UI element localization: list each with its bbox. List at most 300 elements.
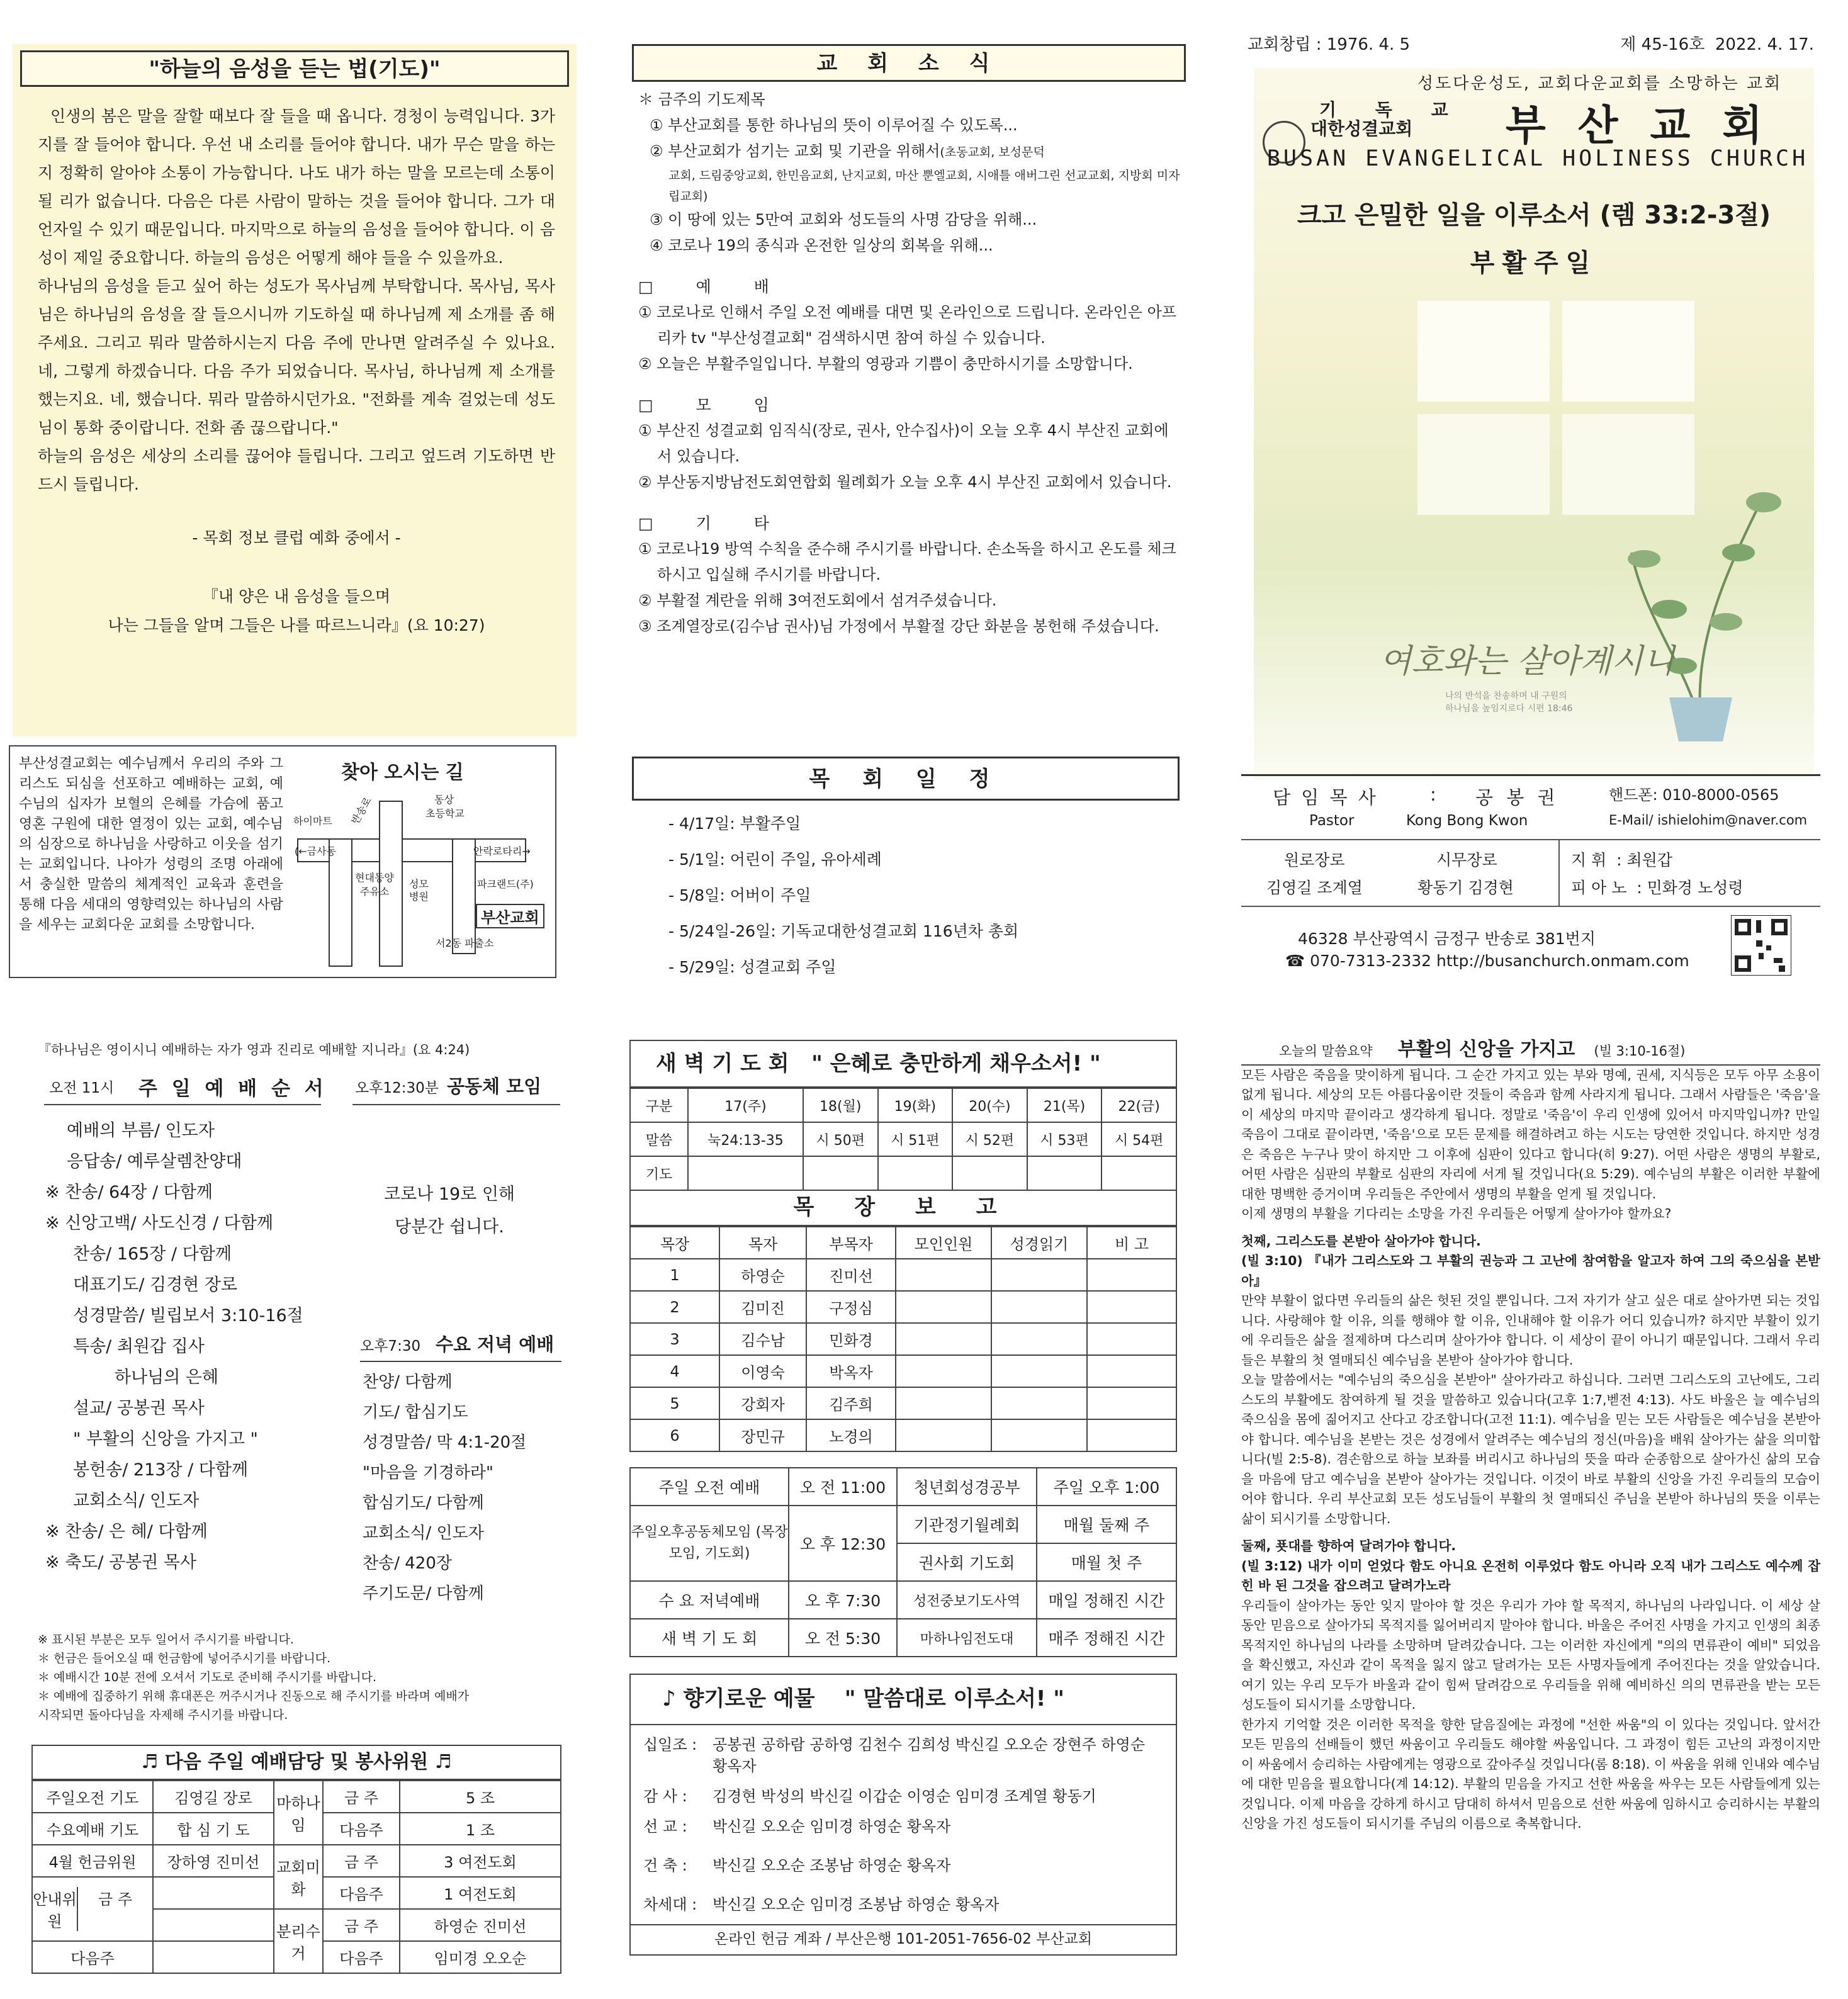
news-title: 교 회 소 식	[632, 44, 1186, 82]
directions-map	[291, 750, 553, 973]
ministry-cell	[991, 1323, 1087, 1355]
worship-item: ① 코로나로 인해서 주일 오전 예배를 대면 및 온라인으로 드립니다. 온라인은 아프리카 tv "부산성결교회" 검색하시면 참여 하실 수 있습니다.	[638, 303, 1176, 347]
sermon-title: " 부활의 신앙을 가지고 "	[73, 1429, 258, 1449]
ministry-table	[629, 1226, 1177, 1452]
meditation-title: "하늘의 음성을 듣는 법(기도)"	[20, 50, 569, 87]
dawn-head-cell: 20(수)	[952, 1088, 1027, 1122]
sermon-paragraph: 만약 부활이 없다면 우리들의 삶은 헛된 것일 뿐입니다. 그저 자기가 살고 싶은 대로 살아가면 되는 것입니다. 사랑해야 할 이유, 의를 행해야 할 이유, 인내해야 할 이유가 어디 있습니까? 하지만 부활이 있기에 우리들은 삶을 절제하며 다스리며 살아가야 합니다. 이 세상이 끝이 아니기 때문입니다. 그래서 우리들은 부활의 첫 열매되신 예수님을 본받아 살아가야 합니다.	[1241, 1293, 1820, 1368]
ministry-cell: 3	[630, 1323, 719, 1355]
script-subline: 나의 반석을 찬송하며 내 구원의	[1445, 691, 1567, 701]
evening-time: 오후7:30	[360, 1338, 421, 1354]
offering-names: 박신길 오오순 임미경 하영순 황옥자	[713, 1818, 951, 1835]
etc-heading: □ 기 타	[638, 514, 788, 532]
evening-order-list	[363, 1367, 526, 1609]
conductor	[1571, 848, 1672, 870]
evening-item: 주기도문/ 다함께	[363, 1584, 484, 1603]
worship-note: ＊ 예배시간 10분 전에 오셔서 기도로 준비해 주시기를 바랍니다.	[38, 1670, 377, 1684]
sermon-header	[1241, 1040, 1820, 1066]
ministry-cell: 강회자	[719, 1387, 806, 1419]
evening-item: 성경말씀/ 막 4:1-20절	[363, 1433, 527, 1452]
times-cell: 수 요 저녁예배	[630, 1581, 789, 1619]
offering-label: 차세대 :	[643, 1896, 697, 1913]
ministry-cell: 민화경	[806, 1323, 896, 1355]
offering-row	[643, 1786, 1163, 1807]
dawn-slogan: " 은혜로 충만하게 채우소서! "	[811, 1051, 1101, 1076]
offering-title: ♪ 향기로운 예물	[662, 1686, 815, 1711]
times-cell: 새 벽 기 도 회	[630, 1619, 789, 1657]
ministry-cell: 박옥자	[806, 1355, 896, 1387]
offering-title-bar	[631, 1675, 1176, 1725]
duty-cell	[153, 1941, 274, 1973]
offering-names: 박신길 오오순 임미경 조봉남 하영순 황옥자	[713, 1896, 1000, 1913]
offering-row	[643, 1816, 1163, 1837]
evening-item: 기도/ 합심기도	[363, 1403, 468, 1422]
ministry-cell	[896, 1259, 991, 1291]
spacer	[1241, 1224, 1820, 1232]
times-cell: 주일 오후 1:00	[1037, 1468, 1176, 1506]
map-title: 찾아 오시는 길	[341, 762, 464, 784]
map-label: 파크랜드(주)	[477, 878, 534, 890]
church-name: 부 산 교 회	[1506, 101, 1771, 150]
offering-row	[643, 1894, 1163, 1915]
map-label: 초등학교	[425, 808, 465, 819]
pastor-name: 공 봉 권	[1475, 787, 1559, 808]
times-cell: 주일오후공동체모임 (목장모임, 기도회)	[630, 1506, 789, 1581]
covid-note	[384, 1178, 515, 1244]
ministry-cell	[1087, 1355, 1176, 1387]
ministry-head-cell: 목장	[630, 1227, 719, 1259]
pastor-row	[1241, 774, 1820, 840]
offering-label: 건 축 :	[643, 1857, 687, 1874]
window-pane	[1417, 301, 1550, 402]
dawn-head-cell: 22(금)	[1101, 1088, 1176, 1122]
prayer-item: ④ 코로나 19의 종식과 온전한 일상의 회복을 위해...	[650, 237, 993, 254]
script-subline: 하나님을 높임지로다 시편 18:46	[1445, 704, 1573, 714]
prayer-item	[638, 138, 1186, 166]
duty-cell: 장하영 진미선	[153, 1845, 274, 1877]
meditation-verse	[38, 582, 555, 640]
service-item: 찬송/ 165장 / 다함께	[73, 1244, 232, 1264]
schedule-title: 목 회 일 정	[632, 757, 1180, 801]
service-item: 대표기도/ 김경현 장로	[73, 1275, 237, 1295]
dawn-cell: 시 52편	[952, 1122, 1027, 1156]
sermon-label: 오늘의 말씀요약	[1279, 1044, 1373, 1059]
meeting-times-table	[629, 1467, 1177, 1657]
dawn-ministry-panel	[629, 1040, 1183, 1971]
divider	[1558, 840, 1560, 906]
duty-cell: 합 심 기 도	[153, 1813, 274, 1845]
worship-heading: □ 예 배	[638, 278, 788, 296]
evening-item: 교회소식/ 인도자	[363, 1524, 484, 1543]
duty-table	[31, 1780, 561, 1974]
ministry-cell	[896, 1291, 991, 1323]
service-item: 성경말씀/ 빌립보서 3:10-16절	[73, 1306, 303, 1326]
church-address: 46328 부산광역시 금정구 반송로 381번지	[1298, 930, 1596, 948]
dawn-head-cell: 21(목)	[1027, 1088, 1102, 1122]
bulletin-date: 2022. 4. 17.	[1715, 35, 1814, 54]
dawn-head-cell: 18(월)	[803, 1088, 878, 1122]
evening-item: 합심기도/ 다함께	[363, 1494, 484, 1512]
dawn-cell: 시 53편	[1027, 1122, 1102, 1156]
ministry-cell: 노경의	[806, 1419, 896, 1451]
service-item: 설교/ 공봉권 목사	[73, 1399, 205, 1418]
times-cell: 권사회 기도회	[897, 1543, 1037, 1581]
map-label: 서2동 파출소	[436, 937, 494, 949]
dawn-head-cell: 17(주)	[688, 1088, 803, 1122]
worship-note: ＊ 헌금은 들어오실 때 헌금함에 넣어주시기를 바랍니다.	[38, 1652, 331, 1665]
ministry-cell	[1087, 1419, 1176, 1451]
evening-item: "마음을 기경하라"	[363, 1463, 493, 1482]
ministry-cell: 6	[630, 1419, 719, 1451]
offering-label: 선 교 :	[643, 1818, 687, 1835]
prayer-item: ① 부산교회를 통한 하나님의 뜻이 이루어질 수 있도록...	[650, 116, 1018, 134]
church-intro-box	[9, 745, 556, 978]
ministry-cell	[896, 1419, 991, 1451]
pastor-label: 담 임 목 사	[1273, 787, 1378, 808]
dawn-title: 새 벽 기 도 회	[656, 1051, 789, 1076]
pastor-phone: 핸드폰: 010-8000-0565	[1609, 786, 1779, 804]
offering-names: 박신길 오오순 조봉남 하영순 황옥자	[713, 1857, 951, 1874]
map-label: 안락로타리→	[473, 845, 531, 857]
elder-emeritus-label: 원로장로	[1284, 851, 1345, 869]
ministry-head-cell: 성경읽기	[991, 1227, 1087, 1259]
pastor-email: E-Mail/ ishielohim@naver.com	[1609, 813, 1808, 828]
worship-order-panel	[13, 1040, 579, 1971]
duty-cell: 김영길 장로	[153, 1781, 274, 1813]
covid-note-line: 당분간 쉽니다.	[395, 1217, 504, 1237]
service-item: 하나님의 은혜	[115, 1368, 219, 1387]
sermon-paragraph: 모든 사람은 죽음을 맞이하게 됩니다. 그 순간 가지고 있는 부와 명예, 권세, 지식등은 모두 아무 소용이 없게 됩니다. 세상의 모든 아름다움이란 것들이 죽음과 함께 사라지게 됩니다. 그래서 사람들은 '죽음'을 이 세상의 마지막 끝이라고 생각하게 됩니다. 정말로 '죽음'이 우리 인생에 있어서 마지막입니까? 만일 죽음이 그대로 끝이라면, '죽음'으로 모든 문제를 해결하려고 하는 시도는 당연한 것입니다. 하지만 성경은 죽음은 누구나 맞이 하지만 그 이후에 심판이 있다고 합니다(히 9:27). 어떤 사람은 생명의 부활로, 어떤 사람은 심판의 부활로 심판의 자리에 서게 될 것입니다(요 5:29). 예수님의 부활은 이러한 부활에 대한 명백한 증거이며 우리들은 주안에서 생명의 부활을 얻게 될 것입니다.	[1241, 1067, 1820, 1202]
dawn-cell: 말씀	[630, 1122, 688, 1156]
news-body	[632, 87, 1186, 639]
sermon-point-heading: 둘째, 푯대를 향하여 달려가야 합니다.	[1241, 1538, 1456, 1553]
ministry-cell	[991, 1355, 1087, 1387]
divider	[360, 1361, 561, 1362]
etc-item: ② 부활절 계란을 위해 3여전도회에서 섬겨주셨습니다.	[638, 592, 997, 609]
cover-script-text: 여호와는 살아계시니	[1380, 643, 1675, 680]
worship-header-verse: 『하나님은 영이시니 예배하는 자가 영과 진리로 예배할 지니라』(요 4:24)	[38, 1042, 470, 1057]
ministry-head-cell: 모인인원	[896, 1227, 991, 1259]
potted-plant-icon	[1606, 458, 1795, 748]
duty-title: ♬ 다음 주일 예배담당 및 봉사위원 ♬	[31, 1745, 561, 1780]
times-cell: 성전중보기도사역	[897, 1581, 1037, 1619]
elder-active-names: 황동기 김경현	[1417, 879, 1514, 897]
duty-cell: 하영순 진미선	[400, 1909, 561, 1941]
sermon-reference: (빌 3:10-16절)	[1594, 1044, 1686, 1059]
main-service-time: 오전 11시	[49, 1080, 115, 1096]
cover-artwork	[1254, 68, 1814, 779]
church-motto: 성도다운성도, 교회다운교회를 소망하는 교회	[1417, 74, 1783, 93]
ministry-cell	[991, 1291, 1087, 1323]
prayer-item: ③ 이 땅에 있는 5만여 교회와 성도들의 사명 감당을 위해...	[650, 211, 1037, 228]
sermon-point-verse: (빌 3:12) 내가 이미 얻었다 함도 아니요 온전히 이루었다 함도 아니라 오직 내가 그리스도 예수께 잡힌 바 된 그것을 잡으려고 달려가노라	[1241, 1558, 1820, 1593]
times-cell: 오 전 5:30	[789, 1619, 897, 1657]
sermon-summary-panel	[1241, 1040, 1820, 1971]
meditation-paragraph: 하나님의 음성을 듣고 싶어 하는 성도가 목사님께 부탁합니다. 목사님, 목사님은 하나님의 음성을 잘 들으시니까 기도하실 때 하나님께 제 소개를 좀 해주세요. 그리고 뭐라 말씀하시는지 다음 주에 만나면 알려주실 수 있나요. 네, 그렇게 하겠습니다. 다음 주가 되었습니다. 목사님, 하나님께 제 소개를 했는지요. 네, 했습니다. 뭐라 말씀하시던가요. "전화를 계속 걸었는데 성도님이 통화 중이랍니다. 전화 좀 끊으랍니다."	[38, 277, 555, 437]
evening-item: 찬양/ 다함께	[363, 1373, 453, 1392]
qr-code-icon[interactable]	[1731, 915, 1791, 976]
duty-cell: 금 주	[323, 1781, 400, 1813]
elder-emeritus-names: 김영길 조계열	[1266, 879, 1363, 897]
duty-cell: 다음주	[32, 1941, 153, 1973]
prayer-item-detail: 교회, 드림중앙교회, 한민음교회, 난지교회, 마산 뿐엘교회, 시애틀 애버그린 선교교회, 지방회 미자립교회)	[668, 169, 1180, 203]
prayer-item-text: ② 부산교회가 섬기는 교회 및 기관을 위해서	[650, 142, 940, 160]
dawn-cell	[803, 1156, 878, 1190]
ministry-cell	[1087, 1291, 1176, 1323]
ministry-head-cell: 비 고	[1087, 1227, 1176, 1259]
pianist-label: 피 아 노	[1571, 879, 1627, 897]
ministry-cell	[896, 1387, 991, 1419]
duty-cell-label: 안내위원	[33, 1891, 77, 1930]
meeting-heading: □ 모 임	[638, 396, 788, 414]
evening-title: 수요 저녁 예배	[436, 1334, 555, 1355]
dawn-cell	[1027, 1156, 1102, 1190]
dawn-head-cell: 구분	[630, 1088, 688, 1122]
etc-item: ③ 조계열장로(김수남 권사)님 가정에서 부활절 강단 화분을 봉헌해 주셨습니다.	[638, 617, 1159, 635]
schedule-item: - 5/24일-26일: 기독교대한성결교회 116년차 총회	[668, 922, 1019, 940]
ministry-title: 목 장 보 고	[629, 1191, 1177, 1226]
ministry-cell: 김주희	[806, 1387, 896, 1419]
conductor-name: : 최원갑	[1616, 851, 1672, 869]
annual-theme: 크고 은밀한 일을 이루소서 (렘 33:2-3절)	[1297, 201, 1771, 230]
ministry-cell: 1	[630, 1259, 719, 1291]
times-cell: 오 후 7:30	[789, 1581, 897, 1619]
denomination-line: 기 독 교	[1319, 99, 1465, 120]
map-label: 병원	[409, 891, 429, 903]
duty-cell: 4월 헌금위원	[32, 1845, 153, 1877]
dawn-cell: 시 54편	[1101, 1122, 1176, 1156]
cover-panel	[1241, 31, 1820, 976]
denomination-line: 대한성결교회	[1310, 118, 1413, 139]
offering-row	[643, 1734, 1163, 1777]
sermon-title: 부활의 신앙을 가지고	[1397, 1039, 1575, 1061]
dawn-title-bar	[629, 1040, 1177, 1088]
worship-note: 시작되면 돌아다님을 자제해 주시기를 바랍니다.	[38, 1708, 288, 1722]
main-service-title: 주 일 예 배 순 서	[138, 1078, 327, 1100]
schedule-item: - 5/8일: 어버이 주일	[668, 886, 811, 904]
worship-item: ② 오늘은 부활주일입니다. 부활의 영광과 기쁨이 충만하시기를 소망합니다.	[638, 355, 1133, 373]
window-pane	[1562, 301, 1694, 402]
dawn-cell: 시 50편	[803, 1122, 878, 1156]
duty-cell: 수요예배 기도	[32, 1813, 153, 1845]
ministry-cell	[896, 1355, 991, 1387]
service-item: ※ 찬송/ 64장 / 다함께	[45, 1183, 213, 1202]
prayer-heading: ＊ 금주의 기도제목	[638, 91, 765, 108]
dawn-cell: 눅24:13-35	[688, 1122, 803, 1156]
window-pane	[1417, 414, 1550, 515]
pianist	[1571, 876, 1743, 898]
ministry-cell: 4	[630, 1355, 719, 1387]
times-cell: 주일 오전 예배	[630, 1468, 789, 1506]
times-cell: 기관정기월례회	[897, 1506, 1037, 1543]
schedule-item: - 5/1일: 어린이 주일, 유아세례	[668, 850, 882, 869]
duty-cell: 분리수거	[274, 1909, 323, 1973]
map-label: 현대동양	[355, 872, 394, 884]
ministry-cell: 구정심	[806, 1291, 896, 1323]
online-offering-account: 온라인 헌금 계좌 / 부산은행 101-2051-7656-02 부산교회	[631, 1924, 1176, 1954]
duty-cell: 교회미화	[274, 1845, 323, 1909]
duty-cell: 금 주	[323, 1909, 400, 1941]
covid-note-line: 코로나 19로 인해	[384, 1185, 516, 1204]
prayer-item-detail: (초동교회, 보성문덕	[940, 145, 1045, 159]
meditation-paragraph: 인생의 봄은 말을 잘할 때보다 잘 들을 때 옵니다. 경청이 능력입니다. 3가지를 잘 들어야 합니다. 우선 내 소리를 들어야 합니다. 내가 무슨 말을 하는지 정확히 알아야 소통이 가능합니다. 나도 내가 하는 말을 모르는데 소통이 될 리가 없습니다. 다음은 다른 사람이 말하는 것을 들어야 합니다. 그가 대언자일 수 있기 때문입니다. 마지막으로 하늘의 음성을 들어야 합니다. 이 음성이 제일 중요합니다. 하늘의 음성은 어떻게 해야 들을 수 있을까요.	[38, 107, 555, 267]
duty-cell: 다음주	[323, 1877, 400, 1909]
dawn-cell	[1101, 1156, 1176, 1190]
times-cell: 매월 첫 주	[1037, 1543, 1176, 1581]
duty-cell: 다음주	[323, 1813, 400, 1845]
duty-cell: 임미경 오오순	[400, 1941, 561, 1973]
map-label: 반송로	[349, 795, 374, 826]
schedule-item: - 4/17일: 부활주일	[668, 814, 801, 833]
meditation-source: - 목회 정보 클럽 예화 중에서 -	[192, 529, 401, 547]
meditation-body	[13, 93, 577, 640]
duty-cell: 1 조	[400, 1813, 561, 1845]
duty-cell: 1 여전도회	[400, 1877, 561, 1909]
meditation-panel	[13, 44, 577, 736]
dawn-head-cell: 19(화)	[878, 1088, 953, 1122]
service-item: 봉헌송/ 213장 / 다함께	[73, 1460, 249, 1480]
meeting-item: ① 부산진 성결교회 임직식(장로, 권사, 안수집사)이 오늘 오후 4시 부산진 교회에서 있습니다.	[638, 422, 1169, 465]
cover-script-subtext	[1445, 690, 1572, 715]
ministry-cell: 5	[630, 1387, 719, 1419]
verse-line: 『내 양은 내 음성을 들으며	[202, 587, 391, 605]
offering-section	[629, 1674, 1177, 1956]
worship-note: ＊ 예배에 집중하기 위해 휴대폰은 꺼주시거나 진동으로 해 주시기를 바라며 예배가	[38, 1689, 470, 1703]
ministry-cell	[1087, 1323, 1176, 1355]
pastoral-schedule-panel	[632, 757, 1180, 985]
service-item: 예배의 부름/ 인도자	[67, 1121, 215, 1140]
times-cell: 매월 둘째 주	[1037, 1506, 1176, 1543]
issue-number: 제 45-16호	[1620, 35, 1705, 54]
duty-cell: 주일오전 기도	[32, 1781, 153, 1813]
ministry-head-cell: 목자	[719, 1227, 806, 1259]
map-church-label: 부산교회	[476, 904, 544, 928]
divider	[44, 1104, 321, 1105]
offering-list	[631, 1725, 1176, 1924]
duty-cell: 다음주	[323, 1941, 400, 1973]
duty-cell-label: 금 주	[77, 1887, 152, 1931]
pastor-label-english: Pastor	[1309, 813, 1355, 829]
spacer	[1241, 1529, 1820, 1536]
duty-cell: 마하나임	[274, 1781, 323, 1845]
schedule-list	[632, 806, 1180, 985]
cover-top-line	[1241, 31, 1820, 55]
sermon-point-heading: 첫째, 그리스도를 본받아 살아가야 합니다.	[1241, 1233, 1481, 1249]
divider	[352, 1104, 560, 1105]
ministry-cell	[991, 1419, 1087, 1451]
times-cell: 오 후 12:30	[789, 1506, 897, 1581]
sermon-paragraph: 우리들이 살아가는 동안 잊지 말아야 할 것은 우리가 가야 할 목적지, 하나님의 나라입니다. 이 세상 살 동안 믿음으로 살아가되 목적지를 잃어버리지 말아야 합니다. 바울은 주어진 사명을 가지고 인생의 최종 목적지인 하나님의 나라를 소망하며 달려갔습니다. 그는 이러한 자신에게 "의의 면류관이 예비" 되었음을 확신했고, 자신과 같이 목적을 잃지 않고 달려가는 모든 사명자들에게 주어진다는 것을 알았습니다. 여기 있는 우리 모두가 바울과 같이 힘써 달려감으로 우리들을 위해 예비하신 의의 면류관을 받는 모든 성도들이 되시기를 소망합니다.	[1241, 1597, 1820, 1712]
service-item: ※ 축도/ 공봉권 목사	[45, 1553, 197, 1572]
sermon-paragraph: 이제 생명의 부활을 기다리는 소망을 가진 우리들은 어떻게 살아가야 할까요?	[1241, 1206, 1672, 1221]
dawn-cell: 기도	[630, 1156, 688, 1190]
times-cell: 매주 정해진 시간	[1037, 1619, 1176, 1657]
conductor-label: 지 휘	[1571, 851, 1607, 869]
church-news-panel	[632, 44, 1186, 639]
service-item: 응답송/ 예루살렘찬양대	[67, 1152, 242, 1171]
sunday-name: 부활주일	[1470, 249, 1598, 278]
duty-cell	[32, 1877, 153, 1941]
church-phone-url: ☎ 070-7313-2332 http://busanchurch.onmam.com	[1285, 952, 1689, 970]
service-item: 교회소식/ 인도자	[73, 1491, 200, 1511]
duty-cell	[153, 1909, 274, 1941]
offering-names: 공봉권 공하람 공하영 김천수 김희성 박신길 오오순 장현주 하영순 황옥자	[713, 1736, 1145, 1775]
map-label: 주유소	[360, 886, 390, 898]
sermon-point-verse: (빌 3:10) 『내가 그리스도와 그 부활의 권능과 그 고난에 참여함을 알고자 하여 그의 죽으심을 본받아』	[1241, 1253, 1820, 1288]
offering-label: 감 사 :	[643, 1788, 687, 1805]
worship-notes	[38, 1630, 469, 1725]
meeting-item: ② 부산동지방남전도회연합회 월례회가 오늘 오후 4시 부산진 교회에서 있습니다.	[638, 473, 1172, 491]
ministry-cell	[991, 1259, 1087, 1291]
offering-label: 십일조 :	[643, 1736, 697, 1754]
times-cell: 매일 정해진 시간	[1037, 1581, 1176, 1619]
ministry-cell	[896, 1323, 991, 1355]
elders-row	[1241, 840, 1820, 907]
denomination	[1310, 101, 1465, 138]
service-item: ※ 찬송/ 은 혜/ 다함께	[45, 1522, 208, 1541]
dawn-cell	[688, 1156, 803, 1190]
ministry-cell: 김수남	[719, 1323, 806, 1355]
dawn-prayer-section	[629, 1040, 1177, 1956]
ministry-cell: 2	[630, 1291, 719, 1323]
duty-cell: 3 여전도회	[400, 1845, 561, 1877]
meditation-paragraph: 하늘의 음성은 세상의 소리를 끊어야 들립니다. 그리고 엎드려 기도하면 반드시 들립니다.	[38, 447, 555, 493]
verse-line: 나는 그들을 알며 그들은 나를 따르느니라』(요 10:27)	[108, 616, 485, 634]
sermon-paragraph: 오늘 말씀에서는 "예수님의 죽으심을 본받아" 살아가라고 하십니다. 그러면 그리스도의 고난에도, 그리스도의 부활에도 참여하게 될 것을 말씀하고 있습니다(고후 1:7,벧전 4:13). 사도 바울은 늘 예수님의 죽으심을 몸에 짊어지고 산다고 강조합니다(고전 11:1). 예수님을 믿는 모든 사람들은 예수님을 본받아야 합니다. 예수님을 본받는 것은 성경에서 알려주는 예수님의 정신(마음)을 배워 살아가는 삶을 의미합니다(빌 2:5-8). 겸손함으로 하늘 보좌를 버리시고 하나님의 뜻을 따라 순종함으로 살아가신 삶의 모습을 마음에 담고 예수님을 본받아 살아가는 것입니다. 이것이 바로 부활의 신앙을 가진 우리들의 모습이어야 합니다. 우리 부산교회 모든 성도님들이 부활의 첫 열매되신 주님을 본받아 하나님의 뜻을 이루는 삶이 되시기를 소망합니다.	[1241, 1372, 1820, 1526]
duty-cell: 금 주	[323, 1845, 400, 1877]
evening-item: 찬송/ 420장	[363, 1554, 452, 1573]
ministry-cell	[1087, 1259, 1176, 1291]
worship-note: ※ 표시된 부분은 모두 일어서 주시기를 바랍니다.	[38, 1633, 294, 1647]
ministry-cell	[991, 1387, 1087, 1419]
ministry-head-cell: 부목자	[806, 1227, 896, 1259]
ministry-cell	[1087, 1387, 1176, 1419]
ministry-cell: 이영숙	[719, 1355, 806, 1387]
dawn-cell	[952, 1156, 1027, 1190]
ministry-cell: 장민규	[719, 1419, 806, 1451]
map-label: (←금사동	[295, 845, 337, 857]
dawn-cell	[878, 1156, 953, 1190]
service-order-list	[45, 1115, 303, 1578]
dawn-cell: 시 51편	[878, 1122, 953, 1156]
church-info	[1241, 774, 1820, 970]
schedule-item: - 5/29일: 성결교회 주일	[668, 958, 837, 976]
ministry-cell: 하영순	[719, 1259, 806, 1291]
etc-item: ① 코로나19 방역 수칙을 준수해 주시기를 바랍니다. 손소독을 하시고 온도를 체크하시고 입실해 주시기를 바랍니다.	[638, 540, 1176, 583]
service-item: 특송/ 최원갑 집사	[73, 1337, 205, 1356]
pastor-colon: :	[1430, 784, 1436, 805]
offering-names: 김경현 박성의 박신길 이갑순 이영순 임미경 조계열 황동기	[713, 1788, 1096, 1805]
duty-cell	[153, 1877, 274, 1909]
map-label: 하이마트	[293, 815, 332, 827]
offering-slogan: " 말씀대로 이루소서! "	[844, 1686, 1064, 1711]
times-cell: 마하나임전도대	[897, 1619, 1037, 1657]
duty-cell: 5 조	[400, 1781, 561, 1813]
founded-date: 교회창립 : 1976. 4. 5	[1248, 35, 1411, 54]
offering-row	[643, 1855, 1163, 1876]
elder-active-label: 시무장로	[1436, 851, 1497, 869]
dawn-table	[629, 1088, 1177, 1191]
service-item: ※ 신앙고백/ 사도신경 / 다함께	[45, 1213, 274, 1233]
afternoon-time: 오후12:30분	[355, 1080, 439, 1096]
times-cell: 청년회성경공부	[897, 1468, 1037, 1506]
map-label: 동상	[434, 794, 454, 806]
times-cell: 오 전 11:00	[789, 1468, 897, 1506]
ministry-cell: 김미진	[719, 1291, 806, 1323]
sermon-paragraph: 한가지 기억할 것은 이러한 목적을 향한 달음질에는 과정에 "선한 싸움"의 이 있다는 것입니다. 앞서간 모든 믿음의 선배들이 했던 싸움이고 우리들도 해야할 싸움입니다. 그 과정이 힘든 고난의 과정이지만 이 싸움에서 승리하는 사람에게는 영광으로 갚아주실 것입니다(롬 8:18). 이 싸움을 위해 인내와 예수님에 대한 믿음을 필요합니다(계 14:12). 부활의 믿음을 가지고 선한 싸움을 싸우는 모든 사람들에게 있는 것입니다. 이제 마음을 강하게 하시고 담대히 하셔서 믿음으로 선한 싸움에 임하시고 승리하시는 부활의 신앙을 가진 성도들이 되시기를 주님의 이름으로 축복합니다.	[1241, 1716, 1820, 1831]
afternoon-title: 공동체 모임	[447, 1076, 542, 1097]
church-name-english: BUSAN EVANGELICAL HOLINESS CHURCH	[1266, 146, 1809, 171]
